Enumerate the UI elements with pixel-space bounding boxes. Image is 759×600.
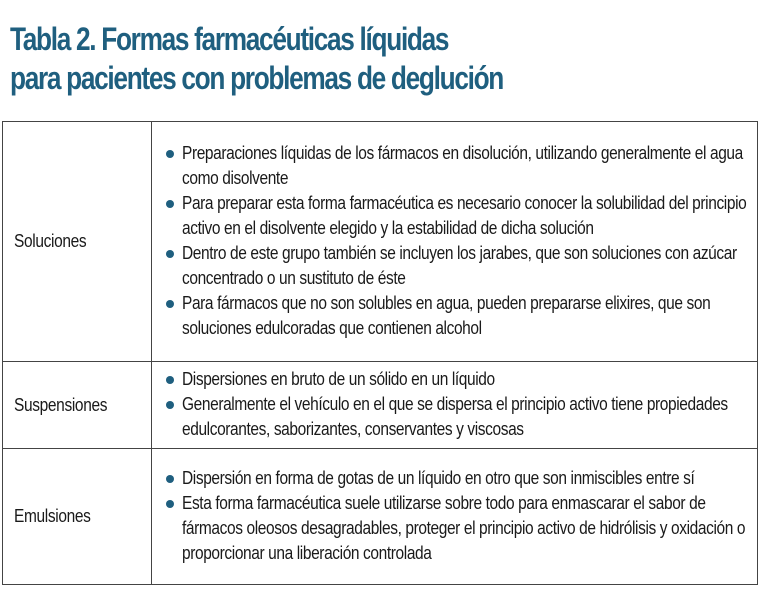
list-item-text: Esta forma farmacéutica suele utilizarse sobre todo para enmascarar el sabor de fármacos oleosos desagradables, proteger el principio activo de hidrólisis y oxidación o proporcionar una liberación controlada xyxy=(182,493,746,563)
table-title-line-1: Tabla 2. Formas farmacéuticas líquidas xyxy=(10,21,449,57)
list-item-text: Para preparar esta forma farmacéutica es necesario conocer la solubilidad del principio activo en el disolvente elegido y la estabilidad de dicha solución xyxy=(182,193,747,238)
table-title-line-2: para pacientes con problemas de deglución xyxy=(10,60,504,96)
list-item-text: Dentro de este grupo también se incluyen los jarabes, que son soluciones con azúcar concentrado o un sustituto de éste xyxy=(182,243,737,288)
list-item-text: Dispersiones en bruto de un sólido en un líquido xyxy=(182,369,495,389)
form-type-cell xyxy=(3,362,152,449)
list-item xyxy=(165,241,751,291)
table-row-soluciones xyxy=(3,122,758,362)
list-item xyxy=(165,392,751,442)
bullet-list xyxy=(165,367,751,442)
list-item xyxy=(165,141,751,191)
list-item xyxy=(165,191,751,241)
list-item xyxy=(165,491,751,566)
list-item xyxy=(165,367,751,392)
form-description-cell xyxy=(152,449,758,585)
form-type-cell xyxy=(3,122,152,362)
list-item-text: Generalmente el vehículo en el que se dispersa el principio activo tiene propiedades edulcorantes, saborizantes, conservantes y viscosas xyxy=(182,394,728,439)
form-type-cell xyxy=(3,449,152,585)
form-description-cell xyxy=(152,122,758,362)
bullet-list xyxy=(165,466,751,566)
list-item-text: Para fármacos que no son solubles en agua, pueden prepararse elixires, que son soluciones edulcoradas que contienen alcohol xyxy=(182,293,711,338)
list-item-text: Dispersión en forma de gotas de un líquido en otro que son inmiscibles entre sí xyxy=(182,468,695,488)
table-row-emulsiones xyxy=(3,449,758,585)
form-description-cell xyxy=(152,362,758,449)
list-item xyxy=(165,291,751,341)
list-item xyxy=(165,466,751,491)
list-item-text: Preparaciones líquidas de los fármacos en disolución, utilizando generalmente el agua como disolvente xyxy=(182,143,743,188)
form-type-label: Suspensiones xyxy=(14,394,108,415)
table-row-suspensiones xyxy=(3,362,758,449)
pharmaceutical-forms-table xyxy=(2,121,758,585)
bullet-list xyxy=(165,141,751,341)
form-type-label: Soluciones xyxy=(14,231,87,251)
table-title xyxy=(10,20,617,98)
form-type-label: Emulsiones xyxy=(14,506,91,526)
